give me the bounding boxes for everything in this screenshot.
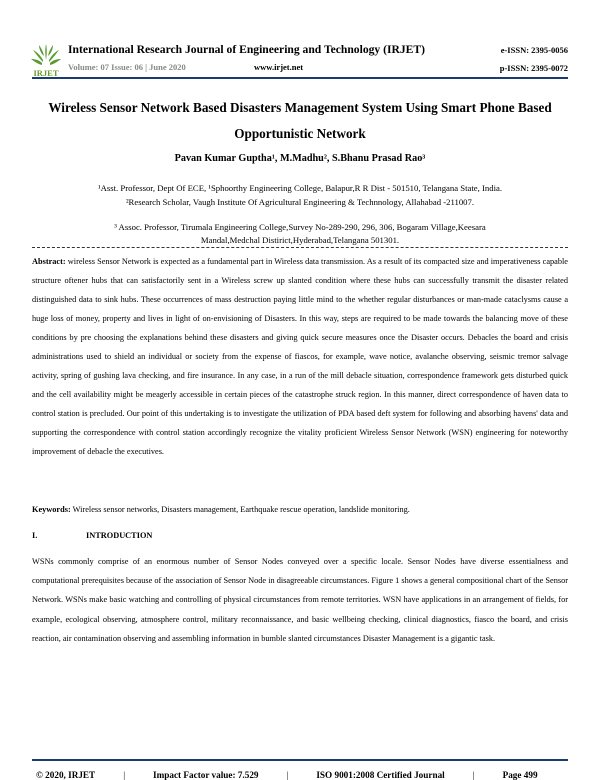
irjet-logo-icon: [30, 40, 62, 80]
volume-info: Volume: 07 Issue: 06 | June 2020: [68, 62, 186, 72]
affiliation-3a: ³ Assoc. Professor, Tirumala Engineering College,Survey No-289-290, 296, 306, Bogaram Village,Keesara: [114, 222, 486, 232]
keywords: [32, 505, 568, 514]
paper-authors: Pavan Kumar Guptha¹, M.Madhu², S.Bhanu Prasad Rao³: [174, 153, 426, 164]
abstract: [32, 252, 568, 461]
e-issn: e-ISSN: 2395-0056: [500, 45, 568, 55]
keywords-text: Wireless sensor networks, Disasters management, Earthquake rescue operation, landslide monitoring.: [72, 505, 410, 514]
footer-impact-factor: Impact Factor value: 7.529: [153, 770, 259, 780]
footer-copyright: © 2020, IRJET: [36, 770, 96, 780]
footer-page-number: Page 499: [502, 770, 538, 780]
section-divider: [32, 247, 568, 248]
abstract-text: wireless Sensor Network is expected as a fundamental part in Wireless data transmission. As a result of its compacted size and imperativeness capable structure oftener hubs that can satisfactorily sent in a Wireless screw up slanted condition where these hubs can successfully transmit the disaster related distinguished data to sink hubs. These occurrences of mass destruction paying little mind to the whether regular disturbances or man-made cataclysms cause a huge loss of money, property and lives in light of on-envisioning of Disasters. In this way, steps are required to be made towards the balancing move of these conditions by pre choosing the explanations behind these disasters and giving quick secure measures once the Disaster occurs. Debacles the board and crisis administrations used to shield an individual or society from the expense of fiascos, for example, wave notice, avalanche observing, seismic tremor salvage activity, spring of gushing lava checking, and fire insurance. In any case, in a run of the mill debacle situation, correspondence framework gets disturbed quick and the cell availability might be meagerly accessible in certain pieces of the catastrophe struck region. In this manner, direct correspondence of haven data to control station is precluded. Our point of this undertaking is to investigate the utilization of PDA based deft system for following and absorbing havens' data and supporting the correspondence with control station accordingly recognize the vitality proficient Wireless Sensor Network (WSN) engineering for noteworthy improvement of debacle the executives.: [32, 257, 568, 456]
journal-name: International Research Journal of Engineering and Technology (IRJET): [68, 43, 425, 56]
section-heading: [32, 531, 152, 540]
website-link[interactable]: www.irjet.net: [254, 62, 304, 72]
abstract-label: Abstract:: [32, 257, 66, 266]
footer-separator: |: [472, 770, 475, 780]
keywords-label: Keywords:: [32, 505, 71, 514]
affiliation-3b: Mandal,Medchal Distirict,Hyderabad,Telangana 501301.: [200, 235, 400, 245]
header-divider: [32, 77, 568, 79]
paper-title: Wireless Sensor Network Based Disasters Management System Using Smart Phone Based Opportunistic Network: [48, 100, 552, 141]
logo-text: IRJET: [33, 68, 59, 78]
footer-separator: |: [286, 770, 289, 780]
footer-divider: [32, 759, 568, 761]
affiliation-1: ¹Asst. Professor, Dept Of ECE, ¹Sphoorthy Engineering College, Balapur,R R Dist - 501510, Telangana State, India.: [97, 183, 503, 193]
intro-paragraph: WSNs commonly comprise of an enormous number of Sensor Nodes conveyed over a specific locale. Sensor Nodes have diverse essentialness and computational prerequisites because of the association of Sensor Node in disagreeable circumstances. Figure 1 shows a general compositional chart of the Sensor Network. WSNs make basic watching and controlling of physical circumstances from remote territories. WSN have applications in an arrangement of fields, for example, ecological observing, atmosphere control, military reconnaissance, and basic wellbeing checking, clinical diagnostics, fiasco the board, and crisis reaction, air contamination observing and assembling information in bumble slanted circumstances Disaster Management is a gigantic task.: [32, 557, 568, 643]
affiliation-2: ²Research Scholar, Vaugh Institute Of Agricultural Engineering & Technnology, Allahabad -211007.: [125, 197, 475, 207]
section-title: INTRODUCTION: [86, 531, 153, 540]
p-issn: p-ISSN: 2395-0072: [499, 63, 568, 73]
footer-iso: ISO 9001:2008 Certified Journal: [316, 770, 445, 780]
footer-separator: |: [123, 770, 126, 780]
page-footer: [36, 770, 538, 780]
section-number: I.: [32, 531, 38, 540]
